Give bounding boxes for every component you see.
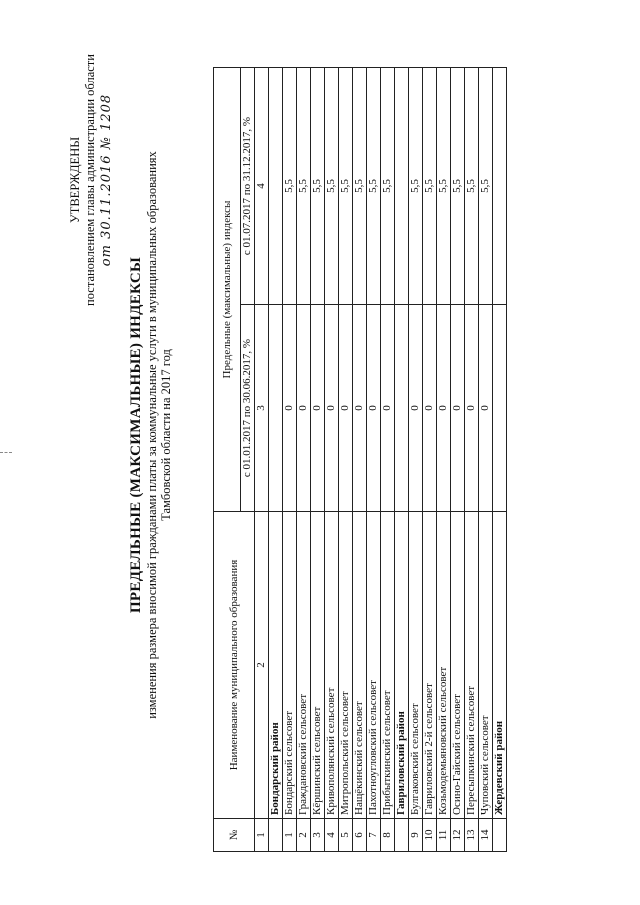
- row-index-period-2: 5,5: [367, 68, 381, 305]
- row-index-period-2: 5,5: [297, 68, 311, 305]
- col-header-group: Предельные (максимальные) индексы: [214, 68, 241, 512]
- document-heading: [128, 125, 173, 745]
- row-index-period-2: 5,5: [353, 68, 367, 305]
- row-index-period-1: 0: [297, 305, 311, 512]
- column-index-row: [255, 68, 269, 852]
- approval-signature: от 30.11.2016 № 1208: [99, 93, 114, 267]
- table-row: [381, 68, 395, 852]
- row-name: Нащёкинский сельсовет: [353, 512, 367, 819]
- row-index-period-2: [395, 68, 409, 305]
- row-index-period-1: 0: [409, 305, 423, 512]
- row-name: Пахотноугловский сельсовет: [367, 512, 381, 819]
- row-index-period-1: 0: [325, 305, 339, 512]
- row-index-period-2: 5,5: [283, 68, 297, 305]
- approval-title: УТВЕРЖДЕНЫ: [68, 136, 82, 224]
- table-row: [437, 68, 451, 852]
- row-number: 1: [283, 819, 297, 852]
- row-name: Бондарский сельсовет: [283, 512, 297, 819]
- row-index-period-2: 5,5: [409, 68, 423, 305]
- row-index-period-1: 0: [423, 305, 437, 512]
- row-name: Граждановский сельсовет: [297, 512, 311, 819]
- row-number: 10: [423, 819, 437, 852]
- row-index-period-1: 0: [479, 305, 493, 512]
- row-name: Кривополянский сельсовет: [325, 512, 339, 819]
- row-index-period-2: [493, 68, 507, 305]
- row-number: 7: [367, 819, 381, 852]
- table-row: [465, 68, 479, 852]
- row-index-period-1: 0: [353, 305, 367, 512]
- col-header-period-1: с 01.01.2017 по 30.06.2017, %: [241, 305, 255, 512]
- document-title: ПРЕДЕЛЬНЫЕ (МАКСИМАЛЬНЫЕ) ИНДЕКСЫ: [128, 256, 144, 614]
- row-name: Гавриловский район: [395, 512, 409, 819]
- table-row: [409, 68, 423, 852]
- column-index: 3: [255, 305, 269, 512]
- row-number: 12: [451, 819, 465, 852]
- page-fold-mark: [0, 452, 12, 453]
- row-name: Булгаковский сельсовет: [409, 512, 423, 819]
- row-name: Гавриловский 2-й сельсовет: [423, 512, 437, 819]
- row-name: Митропольский сельсовет: [339, 512, 353, 819]
- col-header-name: Наименование муниципального образования: [214, 512, 255, 819]
- row-name: Козьмодемьяновский сельсовет: [437, 512, 451, 819]
- approval-block: [68, 15, 114, 345]
- approval-line: постановлением главы администрации области: [83, 54, 97, 306]
- row-index-period-2: 5,5: [451, 68, 465, 305]
- row-index-period-2: [269, 68, 283, 305]
- row-number: 13: [465, 819, 479, 852]
- table-row: [479, 68, 493, 852]
- row-index-period-1: 0: [465, 305, 479, 512]
- table-row: [339, 68, 353, 852]
- table-row: [311, 68, 325, 852]
- row-name: Чуповский сельсовет: [479, 512, 493, 819]
- table-row: [451, 68, 465, 852]
- row-index-period-1: 0: [451, 305, 465, 512]
- col-header-no: №: [214, 819, 255, 852]
- column-index: 4: [255, 68, 269, 305]
- document-subtitle: изменения размера вносимой гражданами платы за коммунальные услуги в муниципальных образованиях: [145, 151, 159, 719]
- row-number: 11: [437, 819, 451, 852]
- row-index-period-2: 5,5: [339, 68, 353, 305]
- row-name: Пересыпкинский сельсовет: [465, 512, 479, 819]
- row-number: [395, 819, 409, 852]
- row-index-period-2: 5,5: [325, 68, 339, 305]
- region-row: [493, 68, 507, 852]
- region-row: [269, 68, 283, 852]
- row-name: Прибыткинский сельсовет: [381, 512, 395, 819]
- table-row: [353, 68, 367, 852]
- row-number: 9: [409, 819, 423, 852]
- row-index-period-1: 0: [339, 305, 353, 512]
- row-index-period-2: 5,5: [465, 68, 479, 305]
- table-row: [297, 68, 311, 852]
- column-index: 1: [255, 819, 269, 852]
- document-subtitle-region: Тамбовской области на 2017 год: [159, 349, 173, 521]
- row-index-period-1: 0: [367, 305, 381, 512]
- row-name: Осино-Гайский сельсовет: [451, 512, 465, 819]
- row-index-period-1: [493, 305, 507, 512]
- indices-table: [213, 67, 507, 852]
- row-index-period-2: 5,5: [437, 68, 451, 305]
- row-number: 14: [479, 819, 493, 852]
- row-index-period-2: 5,5: [423, 68, 437, 305]
- row-index-period-1: 0: [283, 305, 297, 512]
- row-index-period-1: 0: [311, 305, 325, 512]
- row-name: Жердевский район: [493, 512, 507, 819]
- row-number: 6: [353, 819, 367, 852]
- region-row: [395, 68, 409, 852]
- table-body: [269, 68, 507, 852]
- column-index: 2: [255, 512, 269, 819]
- table-row: [283, 68, 297, 852]
- row-index-period-1: 0: [437, 305, 451, 512]
- row-number: 5: [339, 819, 353, 852]
- row-number: 8: [381, 819, 395, 852]
- row-index-period-2: 5,5: [479, 68, 493, 305]
- row-name: Кёршинский сельсовет: [311, 512, 325, 819]
- row-index-period-1: [395, 305, 409, 512]
- row-number: 2: [297, 819, 311, 852]
- table-row: [423, 68, 437, 852]
- table-row: [367, 68, 381, 852]
- row-number: 4: [325, 819, 339, 852]
- row-index-period-1: 0: [381, 305, 395, 512]
- row-index-period-2: 5,5: [381, 68, 395, 305]
- row-number: [493, 819, 507, 852]
- row-index-period-1: [269, 305, 283, 512]
- row-number: 3: [311, 819, 325, 852]
- col-header-period-2: с 01.07.2017 по 31.12.2017, %: [241, 68, 255, 305]
- table-row: [325, 68, 339, 852]
- row-index-period-2: 5,5: [311, 68, 325, 305]
- row-number: [269, 819, 283, 852]
- row-name: Бондарский район: [269, 512, 283, 819]
